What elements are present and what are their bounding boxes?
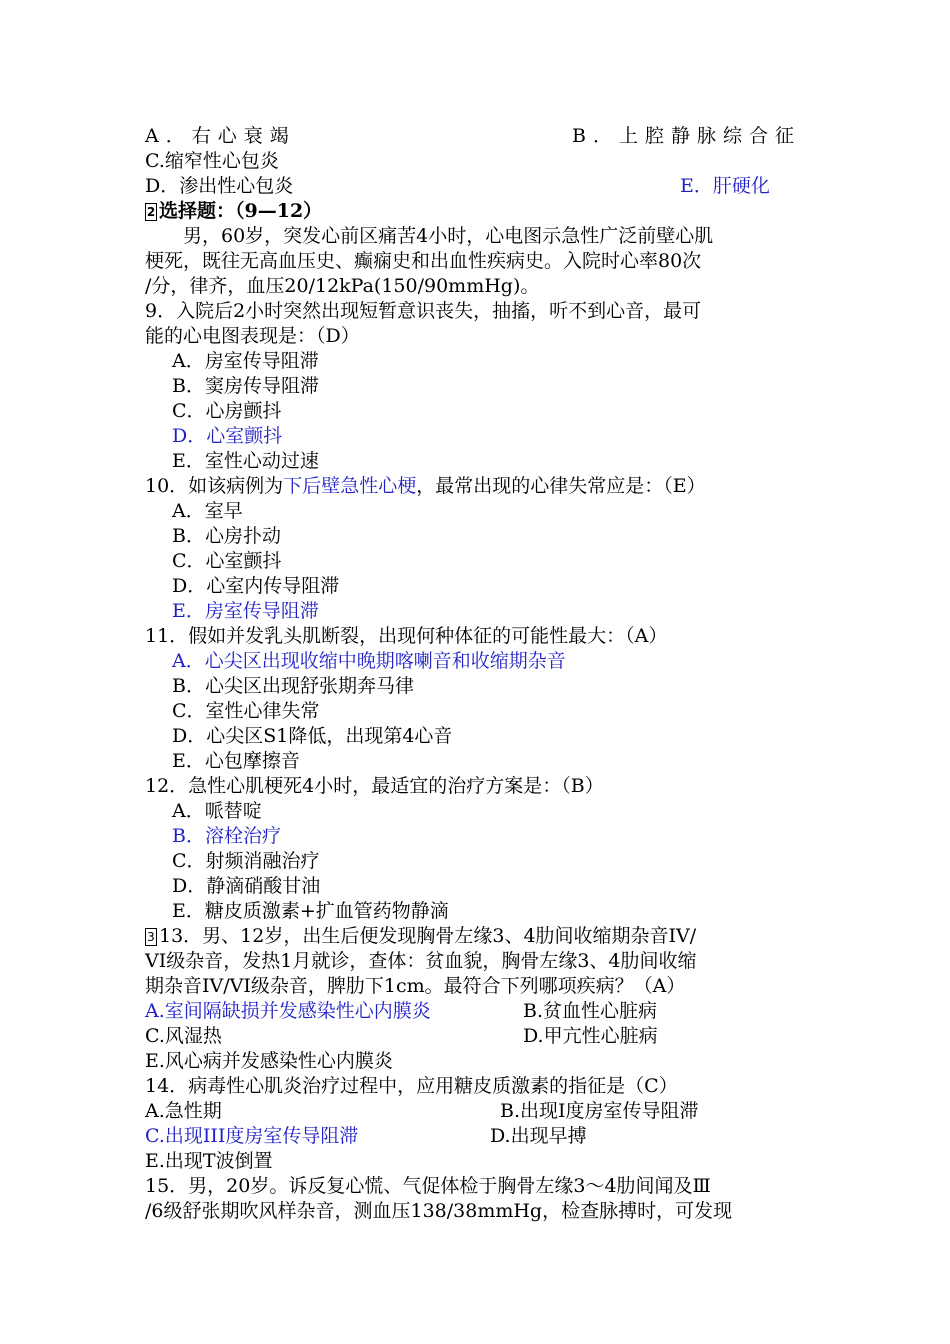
q12-option-c: C．射频消融治疗 <box>172 850 320 872</box>
q10-option-e: E．房室传导阻滞 <box>172 600 319 622</box>
q11-option-d: D．心尖区S1降低，出现第4心音 <box>172 725 453 747</box>
q12-option-a: A．哌替啶 <box>172 800 262 822</box>
q9-option-b: B．窦房传导阻滞 <box>172 375 319 397</box>
q11-stem: 11．假如并发乳头肌断裂，出现何种体征的可能性最大：（A） <box>145 625 668 647</box>
section-marker: 2 <box>146 205 156 219</box>
q9-stem-line-2: 能的心电图表现是：（D） <box>145 325 360 347</box>
q11-option-e: E．心包摩擦音 <box>172 750 300 772</box>
q13-option-c: C.风湿热 <box>145 1025 222 1047</box>
q13-option-e: E.风心病并发感染性心内膜炎 <box>145 1050 393 1072</box>
q11-option-c: C．室性心律失常 <box>172 700 320 722</box>
q13-stem-line-2: VI级杂音，发热1月就诊，查体：贫血貌，胸骨左缘3、4肋间收缩 <box>145 950 697 972</box>
q10-option-b: B．心房扑动 <box>172 525 281 547</box>
q13-option-d: D.甲亢性心脏病 <box>523 1025 658 1047</box>
q9-option-d: D．心室颤抖 <box>172 425 283 447</box>
q10-option-c: C．心室颤抖 <box>172 550 282 572</box>
q8-option-b: B．上腔静脉综合征 <box>572 125 801 147</box>
q13-option-b: B.贫血性心脏病 <box>523 1000 658 1022</box>
q10-stem-pre: 10．如该病例为 <box>145 475 284 497</box>
q9-option-c: C．心房颤抖 <box>172 400 282 422</box>
section-title: 选择题：（9—12） <box>159 200 323 222</box>
q15-stem-line-2: /6级舒张期吹风样杂音，测血压138/38mmHg，检查脉搏时，可发现 <box>145 1200 733 1222</box>
section-heading <box>145 199 322 224</box>
q12-option-d: D．静滴硝酸甘油 <box>172 875 321 897</box>
q8-option-a: A．右心衰竭 <box>145 125 296 147</box>
q13-option-a: A.室间隔缺损并发感染性心内膜炎 <box>145 1000 431 1022</box>
q10-stem-post: ，最常出现的心律失常应是：（E） <box>416 475 706 497</box>
q13-stem-line-1 <box>145 924 696 949</box>
q13-stem-text-1: 13．男、12岁，出生后便发现胸骨左缘3、4肋间收缩期杂音IV/ <box>159 925 697 947</box>
q14-option-b: B.出现I度房室传导阻滞 <box>500 1100 699 1122</box>
q12-option-b: B．溶栓治疗 <box>172 825 281 847</box>
q8-option-c: C.缩窄性心包炎 <box>145 150 279 172</box>
q10-stem <box>145 474 706 499</box>
q14-option-d: D.出现早搏 <box>490 1125 587 1147</box>
q15-stem-line-1: 15．男，20岁。诉反复心慌、气促体检于胸骨左缘3～4肋间闻及Ⅲ <box>145 1175 711 1197</box>
q8-option-d: D．渗出性心包炎 <box>145 175 294 197</box>
q14-option-e: E.出现T波倒置 <box>145 1150 273 1172</box>
q9-option-a: A．房室传导阻滞 <box>172 350 319 372</box>
q11-option-a: A．心尖区出现收缩中晚期喀喇音和收缩期杂音 <box>172 650 566 672</box>
case-line-1: 男，60岁，突发心前区痛苦4小时，心电图示急性广泛前壁心肌 <box>183 225 714 247</box>
case-line-3: /分，律齐，血压20/12kPa(150/90mmHg)。 <box>145 275 540 297</box>
q9-option-e: E．室性心动过速 <box>172 450 319 472</box>
q11-option-b: B．心尖区出现舒张期奔马律 <box>172 675 414 697</box>
q10-option-a: A．室早 <box>172 500 243 522</box>
q14-option-a: A.急性期 <box>145 1100 222 1122</box>
q14-stem: 14．病毒性心肌炎治疗过程中，应用糖皮质激素的指征是（C） <box>145 1075 678 1097</box>
q10-option-d: D．心室内传导阻滞 <box>172 575 340 597</box>
q9-stem-line-1: 9．入院后2小时突然出现短暂意识丧失，抽搐，听不到心音，最可 <box>145 300 702 322</box>
q12-stem: 12．急性心肌梗死4小时，最适宜的治疗方案是：（B） <box>145 775 604 797</box>
case-line-2: 梗死，既往无高血压史、癫痫史和出血性疾病史。入院时心率80次 <box>145 250 702 272</box>
q10-stem-highlight: 下后壁急性心梗 <box>283 475 417 497</box>
q13-stem-line-3: 期杂音IV/VI级杂音，脾肋下1cm。最符合下列哪项疾病？（A） <box>145 975 686 997</box>
q14-option-c: C.出现III度房室传导阻滞 <box>145 1125 359 1147</box>
q13-marker: 3 <box>145 928 157 946</box>
q8-option-e: E．肝硬化 <box>680 175 770 197</box>
q12-option-e: E．糖皮质激素+扩血管药物静滴 <box>172 900 449 922</box>
